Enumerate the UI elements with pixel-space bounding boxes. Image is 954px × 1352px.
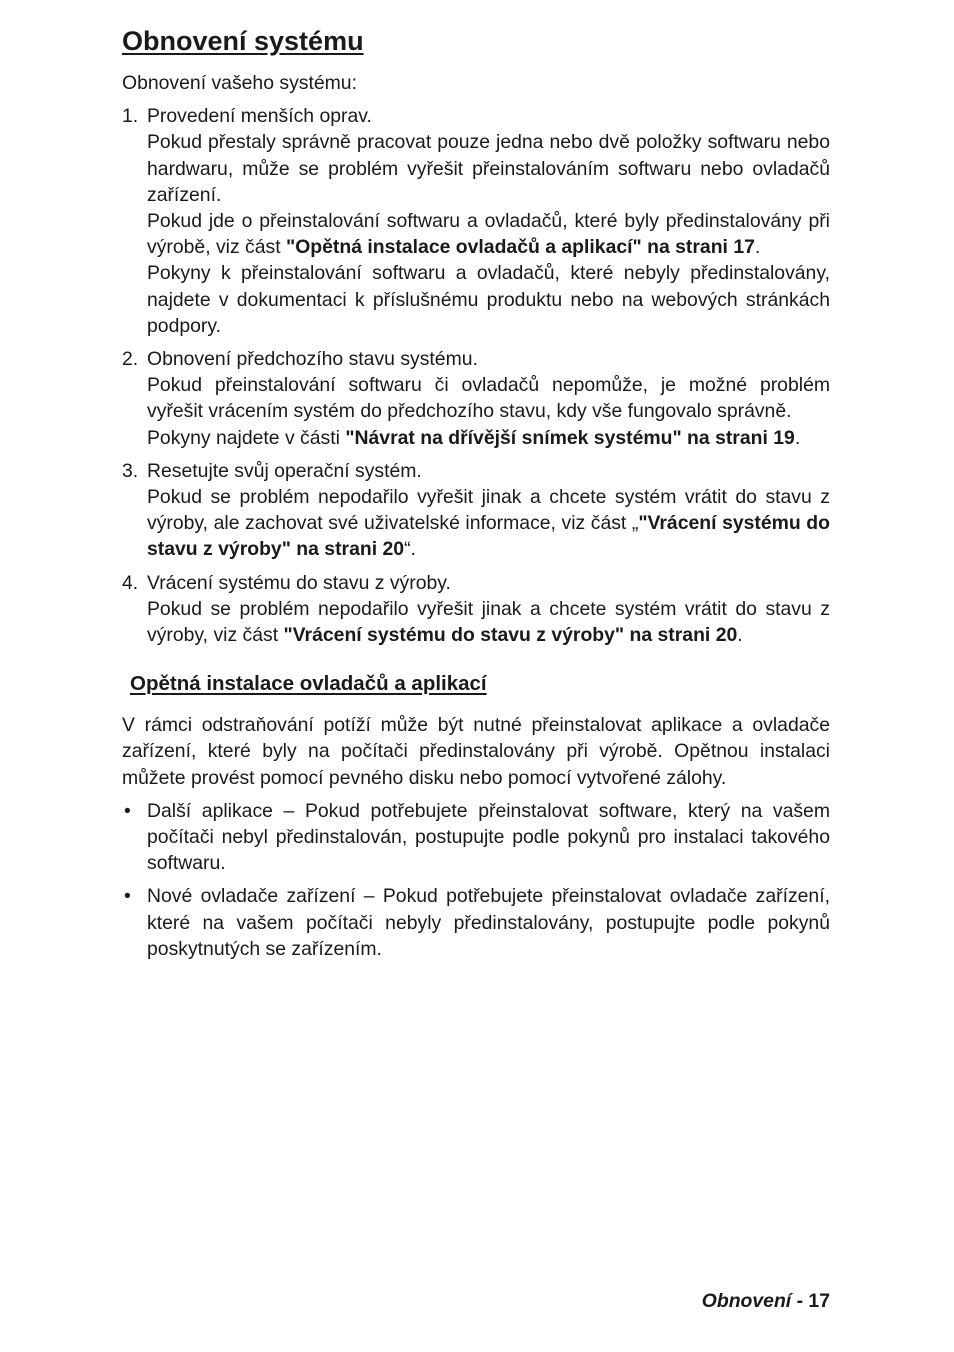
step-number: 1. [122,105,139,128]
page-content [122,22,830,969]
step-text: Pokyny najdete v části [147,426,346,449]
bullet-list [122,798,830,962]
bullet-marker: • [124,799,131,822]
step-paragraph [147,484,830,563]
step-paragraph: Pokud přeinstalování softwaru či ovladačů nepomůže, je možné problém vyřešit vrácením systém do předchozího stavu, kdy vše fungovalo správně. [147,374,830,423]
step-heading: Obnovení předchozího stavu systému. [147,348,478,371]
step-number: 2. [122,348,139,371]
footer-section-label: Obnovení - [701,1290,804,1312]
step-paragraph: Pokyny k přeinstalování softwaru a ovladačů, které nebyly předinstalovány, najdete v dokumentaci k příslušnému produktu nebo na webových stránkách podpory. [147,262,830,337]
step-text: “. [404,538,416,561]
step-paragraph [147,208,830,260]
bullet-item [122,798,830,877]
step-heading: Resetujte svůj operační systém. [147,459,422,482]
step-text: Pokud jde o přeinstalování softwaru a ovladačů, které byly předinstalovány při výrobě, viz část [147,210,830,259]
step-paragraph [147,425,830,451]
page-footer [702,1290,830,1313]
section-heading: Opětná instalace ovladačů a aplikací [130,672,487,696]
step-text: . [754,236,761,259]
page-title: Obnovení systému [122,26,364,56]
step-item-3 [122,458,830,563]
step-number: 3. [122,459,139,482]
recovery-steps-list [122,103,830,648]
cross-reference: "Návrat na dřívější snímek systému" na strani 19 [345,426,795,449]
step-paragraph: Pokud přestaly správně pracovat pouze jedna nebo dvě položky softwaru nebo hardwaru, může se problém vyřešit přeinstalováním softwaru nebo ovladačů zařízení. [147,131,830,206]
bullet-item [122,883,830,962]
bullet-marker: • [124,885,131,908]
bullet-text: Nové ovladače zařízení – Pokud potřebujete přeinstalovat ovladače zařízení, které na vašem počítači nebyly předinstalovány, postupujte podle pokynů poskytnutých se zařízením. [147,885,830,960]
step-text: . [737,624,743,647]
step-number: 4. [122,571,139,594]
step-text: Pokud se problém nepodařilo vyřešit jinak a chcete systém vrátit do stavu z výroby, ale zachovat své uživatelské informace, viz část „ [147,486,830,535]
page-number: 17 [808,1290,830,1312]
step-item-2 [122,346,830,451]
cross-reference: "Vrácení systému do stavu z výroby" na strani 20 [147,512,830,561]
cross-reference: "Opětná instalace ovladačů a aplikací" na strani 17 [286,236,755,259]
step-text: Pokud se problém nepodařilo vyřešit jinak a chcete systém vrátit do stavu z výroby, viz část [147,597,830,647]
cross-reference: "Vrácení systému do stavu z výroby" na strani 20 [283,624,738,647]
step-item-1 [122,103,830,339]
step-item-4 [122,570,830,649]
step-heading: Provedení menších oprav. [147,105,372,128]
intro-text: Obnovení vašeho systému: [122,72,357,94]
section-paragraph: V rámci odstraňování potíží může být nutné přeinstalovat aplikace a ovladače zařízení, které byly na počítači předinstalovány při výrobě. Opětnou instalaci můžete provést pomocí pevného disku nebo pomocí vytvořené zálohy. [122,714,830,789]
step-text: . [794,426,801,449]
step-paragraph [147,596,830,648]
step-heading: Vrácení systému do stavu z výroby. [147,571,451,594]
bullet-text: Další aplikace – Pokud potřebujete přeinstalovat software, který na vašem počítači nebyl předinstalován, postupujte podle pokynů pro instalaci takového softwaru. [147,799,830,875]
